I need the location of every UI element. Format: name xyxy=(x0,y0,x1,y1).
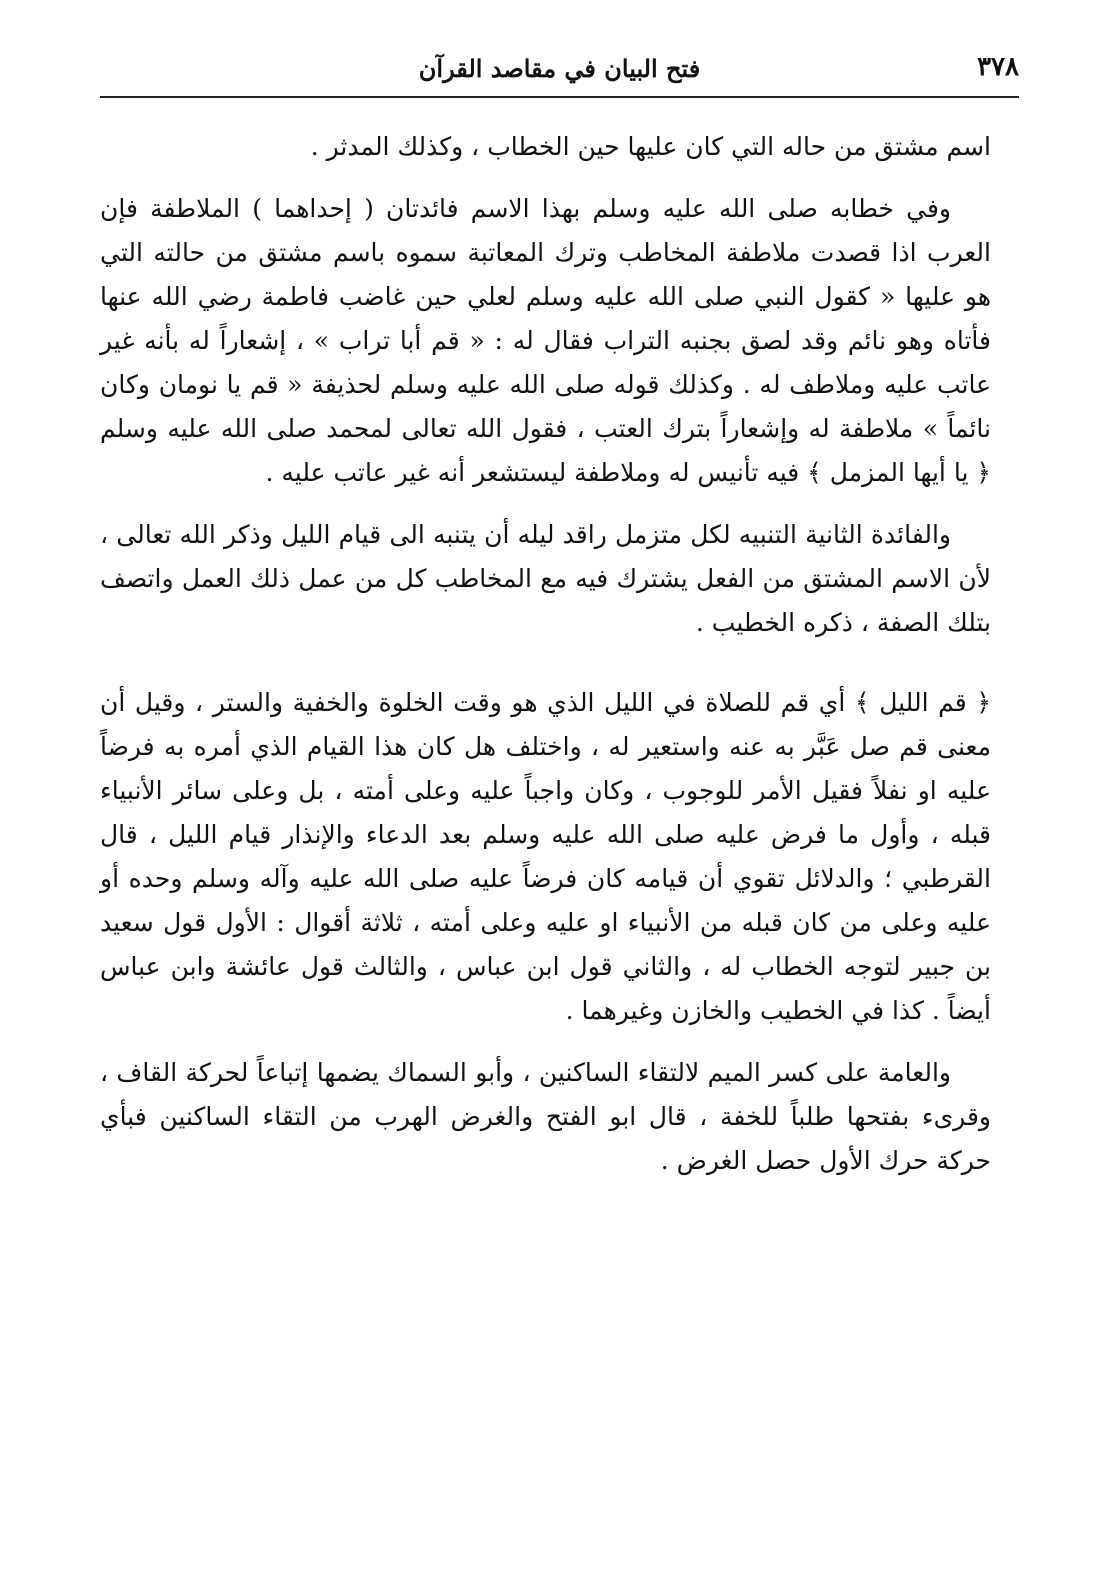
page-header xyxy=(100,48,1019,98)
paragraph: والعامة على كسر الميم لالتقاء الساكنين ، وأبو السماك يضمها إتباعاً لحركة القاف ، وقرىء بفتحها طلباً للخفة ، قال ابو الفتح والغرض الهرب من التقاء الساكنين فبأي حركة حرك الأول حصل الغرض . xyxy=(100,1058,991,1175)
paragraph: وفي خطابه صلى الله عليه وسلم بهذا الاسم فائدتان ( إحداهما ) الملاطفة فإن العرب اذا قصدت ملاطفة المخاطب وترك المعاتبة سموه باسم مشتق من حالته التي هو عليها « كقول النبي صلى الله عليه وسلم لعلي حين غاضب فاطمة رضي الله عنها فأتاه وهو نائم وقد لصق بجنبه التراب فقال له : « قم أبا تراب » ، إشعاراً له بأنه غير عاتب عليه وملاطف له . وكذلك قوله صلى الله عليه وسلم لحذيفة « قم يا نومان وكان نائماً » ملاطفة له وإشعاراً بترك العتب ، فقول الله تعالى لمحمد صلى الله عليه وسلم ﴿ يا أيها المزمل ﴾ فيه تأنيس له وملاطفة ليستشعر أنه غير عاتب عليه . xyxy=(100,194,991,487)
paragraph: ﴿ قم الليل ﴾ أي قم للصلاة في الليل الذي هو وقت الخلوة والخفية والستر ، وقيل أن معنى قم صل عَبَّر به عنه واستعير له ، واختلف هل كان هذا القيام الذي أمره به فرضاً عليه او نفلاً فقيل الأمر للوجوب ، وكان واجباً عليه وعلى أمته ، بل وعلى سائر الأنبياء قبله ، وأول ما فرض عليه صلى الله عليه وسلم بعد الدعاء والإنذار قيام الليل ، قال القرطبي ؛ والدلائل تقوي أن قيامه كان فرضاً عليه صلى الله عليه وآله وسلم وحده أو عليه وعلى من كان قبله من الأنبياء او عليه وعلى أمته ، ثلاثة أقوال : الأول قول سعيد بن جبير لتوجه الخطاب له ، والثاني قول ابن عباس ، والثالث قول عائشة وابن عباس أيضاً . كذا في الخطيب والخازن وغيرهما . xyxy=(100,688,991,1025)
paragraph: والفائدة الثانية التنبيه لكل متزمل راقد ليله أن يتنبه الى قيام الليل وذكر الله تعالى ، لأن الاسم المشتق من الفعل يشترك فيه مع المخاطب كل من عمل ذلك العمل واتصف بتلك الصفة ، ذكره الخطيب . xyxy=(100,520,991,637)
paragraph: اسم مشتق من حاله التي كان عليها حين الخطاب ، وكذلك المدثر . xyxy=(310,132,991,161)
running-title: فتح البيان في مقاصد القرآن xyxy=(418,54,701,83)
page-number: ٣٧٨ xyxy=(977,52,1019,82)
page-body xyxy=(100,125,991,1201)
